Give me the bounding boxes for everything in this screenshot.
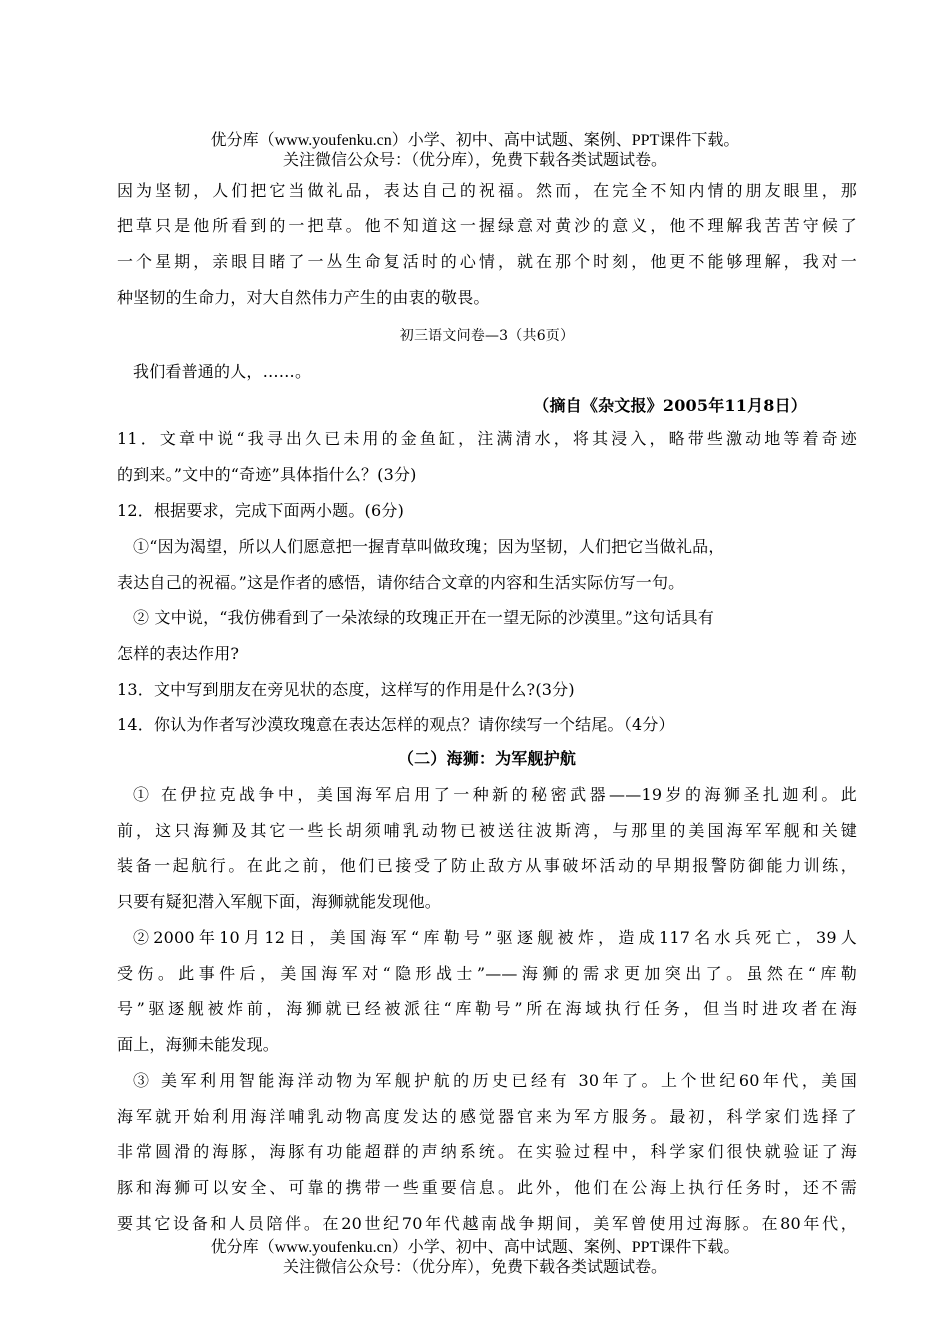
passage-line: 因为坚韧，人们把它当做礼品，表达自己的祝福。然而，在完全不知内情的朋友眼里，那 [117,181,857,200]
question-11-line1: 11．文章中说“我寻出久已未用的金鱼缸，注满清水，将其浸入，略带些激动地等着奇迹 [117,429,857,448]
question-14: 14．你认为作者写沙漠玫瑰意在表达怎样的观点？请你续写一个结尾。（4分） [117,715,675,734]
watermark-top-line1: 优分库（www.youfenku.cn）小学、初中、高中试题、案例、PPT课件下载。 [210,132,740,149]
article-line: 面上，海狮未能发现。 [117,1035,280,1054]
source-citation: （摘自《杂文报》2005年11月8日） [533,396,807,415]
article-line: 非常圆滑的海豚，海豚有功能超群的声纳系统。在实验过程中，科学家们很快就验证了海 [117,1142,857,1161]
article-line: 装备一起航行。在此之前，他们已接受了防止敌方从事破坏活动的早期报警防御能力训练， [117,856,857,875]
article-line: ②2000年10月12日，美国海军“库勒号”驱逐舰被炸，造成117名水兵死亡，39人 [133,928,857,947]
section-title: （二）海狮：为军舰护航 [397,749,577,768]
article-line: 前，这只海狮及其它一些长胡须哺乳动物已被送往波斯湾，与那里的美国海军军舰和关键 [117,821,857,840]
question-12-part2-line1: ② 文中说，“我仿佛看到了一朵浓绿的玫瑰正开在一望无际的沙漠里。”这句话具有 [133,608,715,627]
question-12: 12．根据要求，完成下面两小题。(6分) [117,501,405,520]
article-line: ① 在伊拉克战争中，美国海军启用了一种新的秘密武器——19岁的海狮圣扎迦利。此 [133,785,857,804]
article-line: 豚和海狮可以安全、可靠的携带一些重要信息。此外，他们在公海上执行任务时，还不需 [117,1178,857,1197]
article-line: 只要有疑犯潜入军舰下面，海狮就能发现他。 [117,892,442,911]
watermark-bottom-line1: 优分库（www.youfenku.cn）小学、初中、高中试题、案例、PPT课件下载。 [210,1239,740,1256]
watermark-top-line2: 关注微信公众号：（优分库），免费下载各类试题试卷。 [282,152,667,169]
passage-line: 一个星期，亲眼目睹了一丛生命复活时的心情，就在那个时刻，他更不能够理解，我对一 [117,252,857,271]
passage-line: 把草只是他所看到的一把草。他不知道这一握绿意对黄沙的意义，他不理解我苦苦守候了 [117,216,857,235]
article-line: 受伤。此事件后，美国海军对“隐形战士”——海狮的需求更加突出了。虽然在“库勒 [117,964,857,983]
question-12-part2-line2: 怎样的表达作用? [117,644,240,663]
question-13: 13．文中写到朋友在旁见状的态度，这样写的作用是什么?(3分) [117,680,575,699]
page-footer: 初三语文问卷—3（共6页） [399,328,575,344]
watermark-bottom-line2: 关注微信公众号：（优分库），免费下载各类试题试卷。 [282,1259,667,1276]
question-12-part1-line1: ①“因为渴望，所以人们愿意把一握青草叫做玫瑰；因为坚韧，人们把它当做礼品， [133,537,725,556]
article-line: ③ 美军利用智能海洋动物为军舰护航的历史已经有 30年了。上个世纪60年代，美国 [133,1071,857,1090]
article-line: 海军就开始利用海洋哺乳动物高度发达的感觉器官来为军方服务。最初，科学家们选择了 [117,1107,857,1126]
question-12-part1-line2: 表达自己的祝福。”这是作者的感悟，请你结合文章的内容和生活实际仿写一句。 [117,573,685,592]
article-line: 要其它设备和人员陪伴。在20世纪70年代越南战争期间，美军曾使用过海豚。在80年代， [117,1214,857,1233]
question-11-line2: 的到来。”文中的“奇迹”具体指什么？(3分) [117,465,417,484]
article-line: 号”驱逐舰被炸前，海狮就已经被派往“库勒号”所在海域执行任务，但当时进攻者在海 [117,999,857,1018]
continuation-text: 我们看普通的人，……。 [133,362,312,381]
passage-line: 种坚韧的生命力，对大自然伟力产生的由衷的敬畏。 [117,288,490,307]
